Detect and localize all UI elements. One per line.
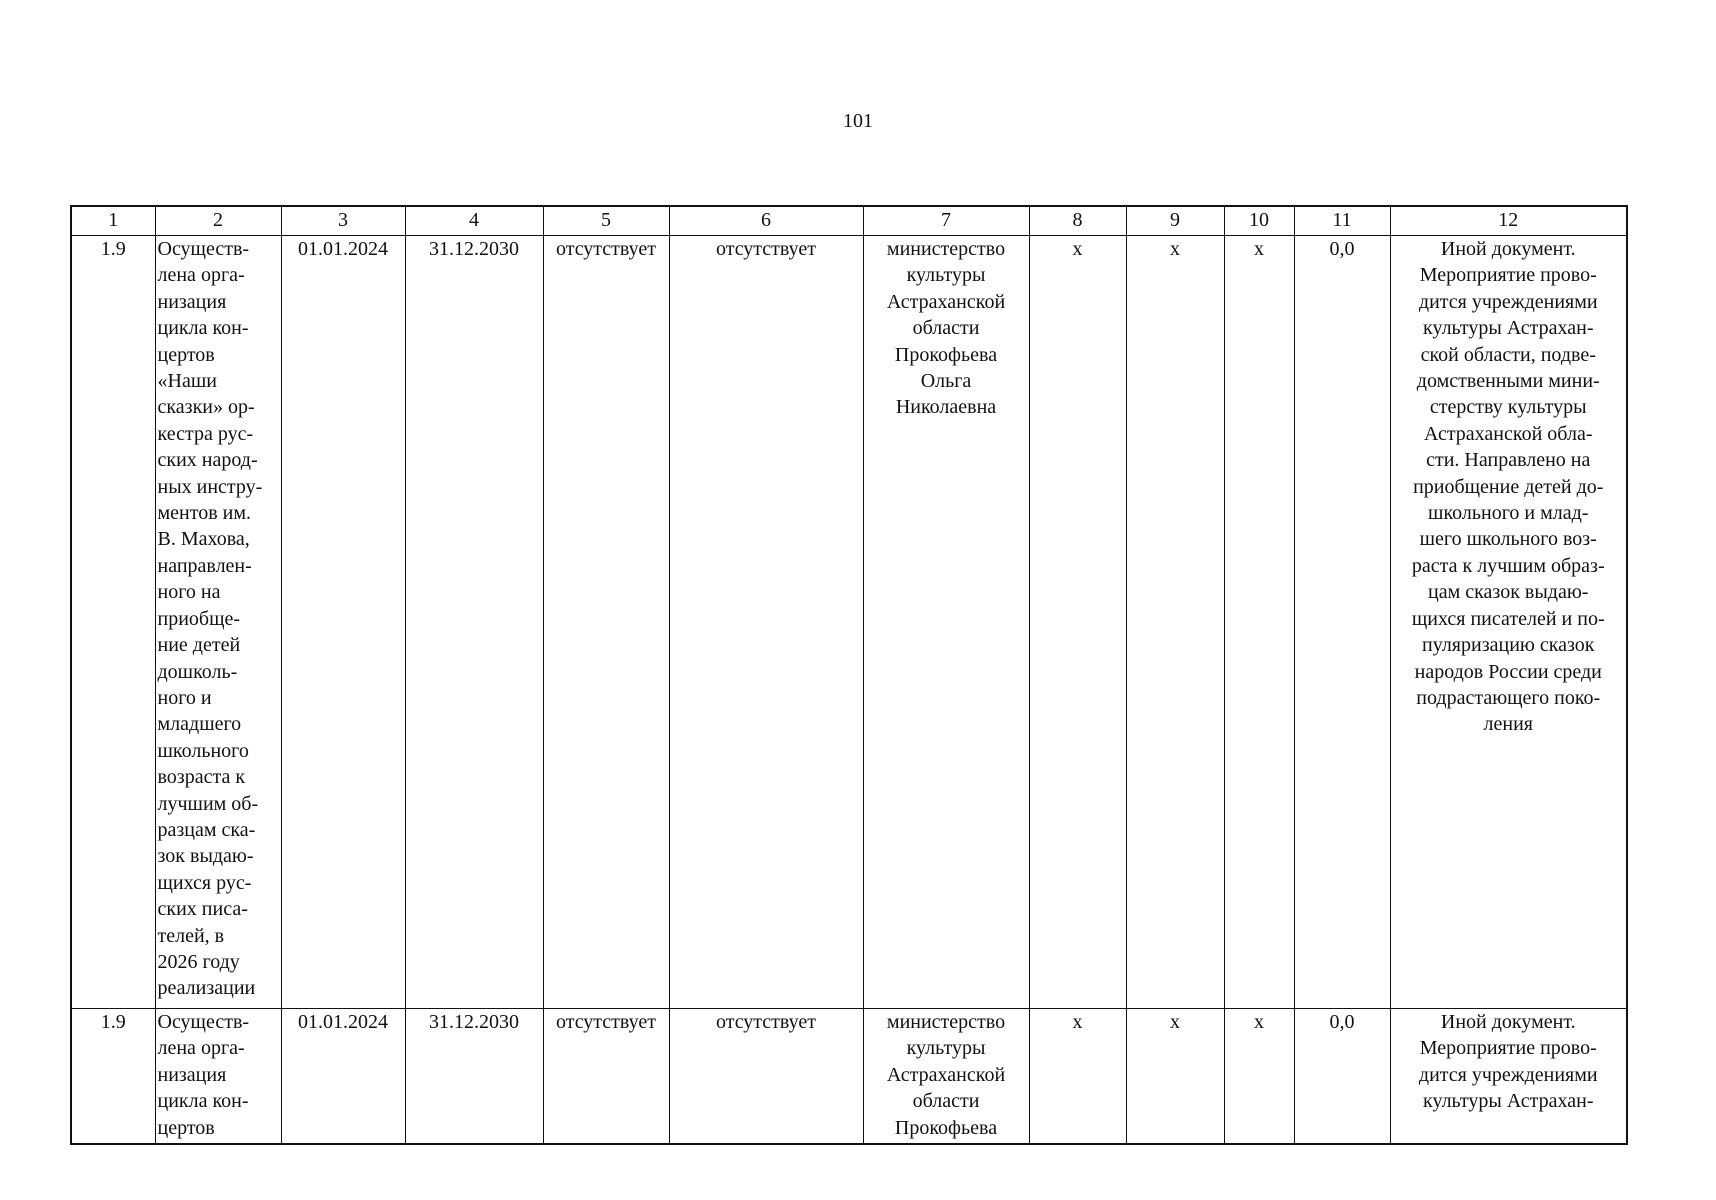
col8-value: х xyxy=(1029,1009,1126,1145)
col10-value: х xyxy=(1224,236,1294,1009)
table-row xyxy=(71,236,1627,1009)
end-date: 31.12.2030 xyxy=(405,1009,543,1145)
col8-value: х xyxy=(1029,236,1126,1009)
col10-value: х xyxy=(1224,1009,1294,1145)
col-header-10: 10 xyxy=(1224,206,1294,236)
measures-table xyxy=(70,205,1628,1145)
table-row xyxy=(71,1009,1627,1145)
col6-value: отсутствует xyxy=(669,236,863,1009)
col-header-12: 12 xyxy=(1390,206,1627,236)
responsible-executor: министерство культуры Астраханской области Прокофьева Ольга Николаевна xyxy=(863,236,1029,1009)
col-header-11: 11 xyxy=(1294,206,1390,236)
col-header-2: 2 xyxy=(155,206,281,236)
comment: Иной документ. Мероприятие прово- дится учреждениями культуры Астрахан- xyxy=(1390,1009,1627,1145)
start-date: 01.01.2024 xyxy=(281,1009,405,1145)
col-header-3: 3 xyxy=(281,206,405,236)
col11-value: 0,0 xyxy=(1294,236,1390,1009)
start-date: 01.01.2024 xyxy=(281,236,405,1009)
col-header-1: 1 xyxy=(71,206,155,236)
col9-value: х xyxy=(1126,236,1224,1009)
col-header-5: 5 xyxy=(543,206,669,236)
col-header-4: 4 xyxy=(405,206,543,236)
end-date: 31.12.2030 xyxy=(405,236,543,1009)
page-number: 101 xyxy=(843,110,873,132)
col-header-7: 7 xyxy=(863,206,1029,236)
col-header-8: 8 xyxy=(1029,206,1126,236)
col-header-9: 9 xyxy=(1126,206,1224,236)
col9-value: х xyxy=(1126,1009,1224,1145)
col6-value: отсутствует xyxy=(669,1009,863,1145)
comment: Иной документ. Мероприятие прово- дится учреждениями культуры Астрахан- ской области, подве- домственными мини- стерству культуры Астраханской обла- сти. Направлено на приобщение детей до- школьного и млад- шего школьного воз- раста к лучшим образ- цам сказок выдаю- щихся писателей и по- пуляризацию сказок народов России среди подрастающего поко- ления xyxy=(1390,236,1627,1009)
header-row xyxy=(71,206,1627,236)
col11-value: 0,0 xyxy=(1294,1009,1390,1145)
row-number: 1.9 xyxy=(71,1009,155,1145)
measure-description: Осуществ- лена орга- низация цикла кон- цертов «Наши сказки» ор- кестра рус- ских народ- ных инстру- ментов им. В. Махова, направлен- ного на приобще- ние детей дошколь- ного и младшего школьного возраста к лучшим об- разцам ска- зок выдаю- щихся рус- ских писа- телей, в 2026 году реализации xyxy=(155,236,281,1009)
col5-value: отсутствует xyxy=(543,1009,669,1145)
row-number: 1.9 xyxy=(71,236,155,1009)
col5-value: отсутствует xyxy=(543,236,669,1009)
col-header-6: 6 xyxy=(669,206,863,236)
responsible-executor: министерство культуры Астраханской области Прокофьева xyxy=(863,1009,1029,1145)
measure-description: Осуществ- лена орга- низация цикла кон- цертов xyxy=(155,1009,281,1145)
